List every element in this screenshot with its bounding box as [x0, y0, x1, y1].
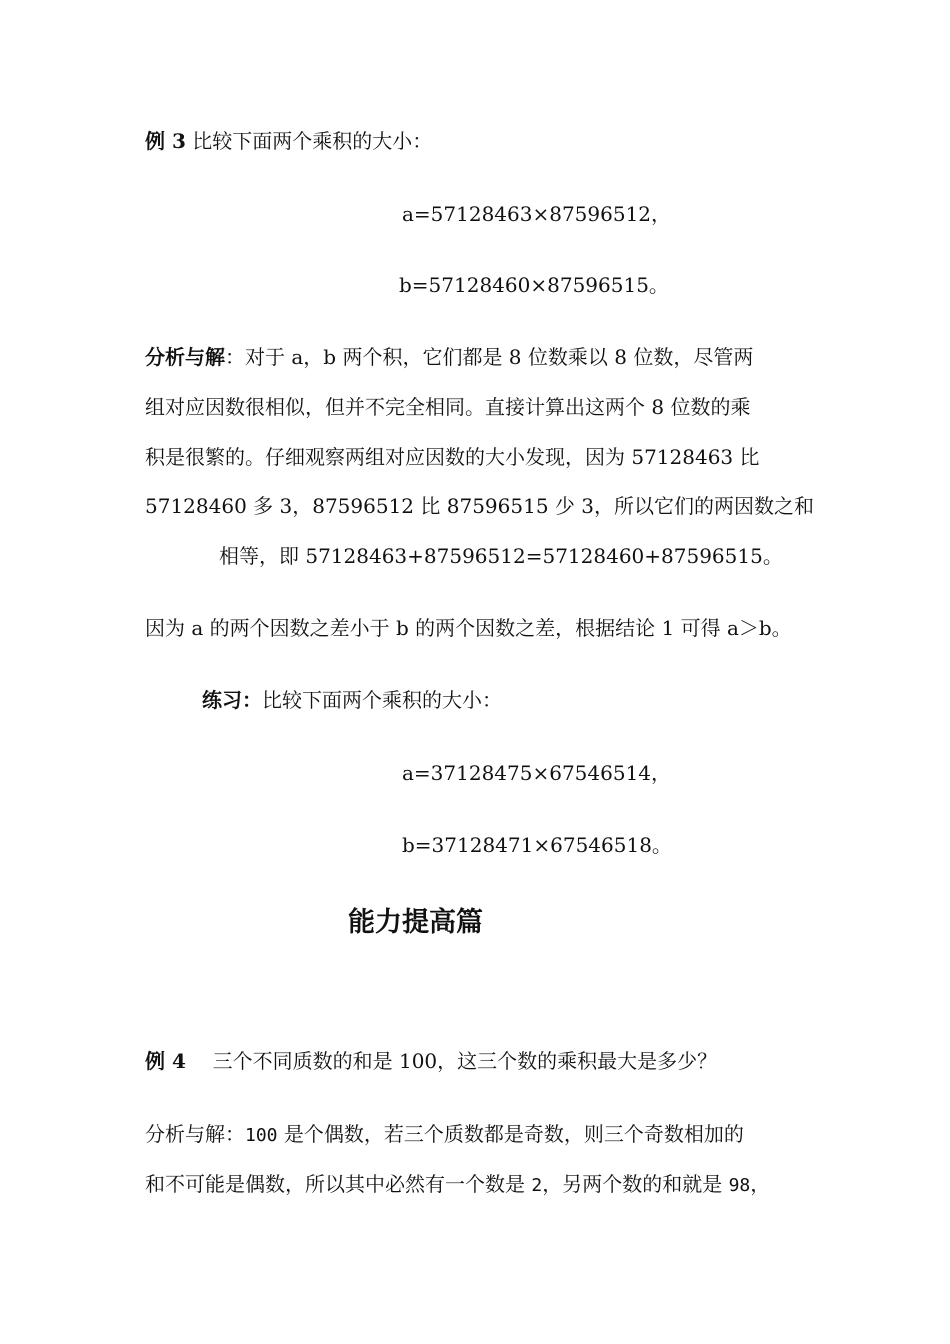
analysis-4-text-1: 是个偶数，若三个质数都是奇数，则三个奇数相加的 [277, 1122, 744, 1146]
analysis-3-line-3: 积是很繁的。仔细观察两组对应因数的大小发现，因为 57128463 比 [145, 445, 760, 469]
section-heading: 能力提高篇 [348, 907, 483, 938]
practice-equation-a: a=37128475×67546514， [402, 761, 672, 785]
analysis-4-number-100: 100 [245, 1125, 278, 1146]
practice-equation-b: b=37128471×67546518。 [402, 833, 672, 857]
example-3-label: 例 3 [145, 129, 186, 153]
example-4-question: 三个不同质数的和是 100，这三个数的乘积最大是多少？ [212, 1049, 718, 1073]
analysis-3-line-5: 相等，即 57128463+87596512=57128460+87596515。 [219, 544, 783, 568]
analysis-3-line-1 [145, 343, 753, 371]
practice-label: 练习： [202, 688, 262, 712]
example-4-label: 例 4 [145, 1049, 186, 1073]
example-3-title: 比较下面两个乘积的大小： [192, 129, 433, 153]
analysis-4-text-2a: 和不可能是偶数，所以其中必然有一个数是 [145, 1172, 532, 1196]
analysis-3-line-4: 57128460 多 3，87596512 比 87596515 少 3，所以它们的两因数之和 [145, 494, 814, 518]
example-3-line [145, 127, 432, 155]
analysis-4-number-2: 2 [531, 1175, 543, 1196]
example-3-equation-b: b=57128460×87596515。 [399, 273, 669, 297]
analysis-4-number-98: 98 [728, 1175, 751, 1196]
analysis-4-line-1 [145, 1120, 744, 1150]
analysis-3-line-2: 组对应因数很相似，但并不完全相同。直接计算出这两个 8 位数的乘 [145, 395, 751, 419]
analysis-4-label: 分析与解： [145, 1122, 245, 1146]
example-4-line [145, 1047, 717, 1075]
example-3-equation-a: a=57128463×87596512， [402, 202, 672, 226]
analysis-4-text-2c: ， [750, 1172, 771, 1196]
analysis-4-line-2 [145, 1170, 770, 1200]
analysis-3-text-1: ：对于 a，b 两个积，它们都是 8 位数乘以 8 位数，尽管两 [225, 345, 754, 369]
analysis-3-conclusion: 因为 a 的两个因数之差小于 b 的两个因数之差，根据结论 1 可得 a＞b。 [145, 616, 792, 640]
practice-line [202, 686, 502, 714]
practice-title: 比较下面两个乘积的大小： [262, 688, 502, 712]
analysis-4-text-2b: ，另两个数的和就是 [542, 1172, 729, 1196]
analysis-3-label: 分析与解 [145, 345, 225, 369]
